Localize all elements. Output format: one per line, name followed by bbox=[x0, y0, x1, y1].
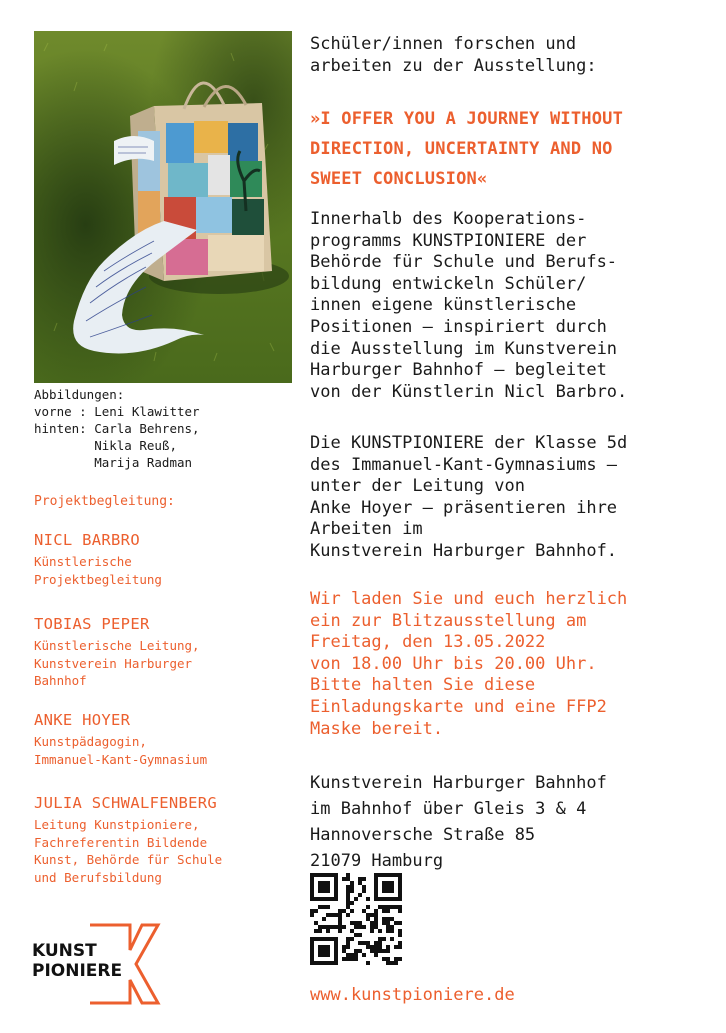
intro-text: Schüler/innen forschen und arbeiten zu der Ausstellung: bbox=[310, 34, 597, 76]
logo-word-pioniere: PIONIERE bbox=[32, 961, 123, 981]
person-nicl-barbro bbox=[34, 530, 304, 588]
class-paragraph: Die KUNSTPIONIERE der Klasse 5d des Immanuel-Kant-Gymnasiums – unter der Leitung von Anke Hoyer – präsentieren ihre Arbeiten im Kunstverein Harburger Bahnhof. bbox=[310, 433, 628, 561]
person-name: NICL BARBRO bbox=[34, 531, 140, 549]
image-credits: Abbildungen: vorne : Leni Klawitter hinten: Carla Behrens, Nikla Reuß, Marija Radman bbox=[34, 387, 200, 470]
person-role: Kunstpädagogin, Immanuel-Kant-Gymnasium bbox=[34, 734, 208, 767]
project-heading: Projektbegleitung: bbox=[34, 494, 175, 509]
person-tobias-peper bbox=[34, 614, 304, 690]
website-link[interactable]: www.kunstpioniere.de bbox=[310, 985, 515, 1005]
venue-address: Kunstverein Harburger Bahnhof im Bahnhof über Gleis 3 & 4 Hannoversche Straße 85 21079 Hamburg bbox=[310, 773, 607, 871]
exhibition-title: »I OFFER YOU A JOURNEY WITHOUT DIRECTION, UNCERTAINTY AND NO SWEET CONCLUSION« bbox=[310, 109, 624, 189]
description-paragraph: Innerhalb des Kooperations- programms KUNSTPIONIERE der Behörde für Schule und Berufs- bildung entwickeln Schüler/ innen eigene künstlerische Positionen – inspiriert durch die Ausstellung im Kunstverein Harburger Bahnhof – begleitet von der Künstlerin Nicl Barbro. bbox=[310, 209, 628, 402]
person-role: Künstlerische Projektbegleitung bbox=[34, 554, 162, 587]
person-julia-schwalfenberg bbox=[34, 793, 304, 886]
invitation-text: Wir laden Sie und euch herzlich ein zur Blitzausstellung am Freitag, den 13.05.2022 von 18.00 Uhr bis 20.00 Uhr. Bitte halten Sie diese Einladungskarte und eine FFP2 Maske bereit. bbox=[310, 589, 628, 739]
person-role: Künstlerische Leitung, Kunstverein Harburger Bahnhof bbox=[34, 638, 200, 688]
kunstpioniere-logo bbox=[30, 922, 162, 1006]
person-name: JULIA SCHWALFENBERG bbox=[34, 794, 218, 812]
person-name: TOBIAS PEPER bbox=[34, 615, 150, 633]
person-role: Leitung Kunstpioniere, Fachreferentin Bildende Kunst, Behörde für Schule und Berufsbildung bbox=[34, 817, 223, 885]
qr-code-icon[interactable] bbox=[310, 873, 402, 965]
person-anke-hoyer bbox=[34, 710, 304, 768]
person-name: ANKE HOYER bbox=[34, 711, 131, 729]
artwork-photo bbox=[34, 31, 292, 383]
logo-word-kunst: KUNST bbox=[32, 941, 97, 961]
